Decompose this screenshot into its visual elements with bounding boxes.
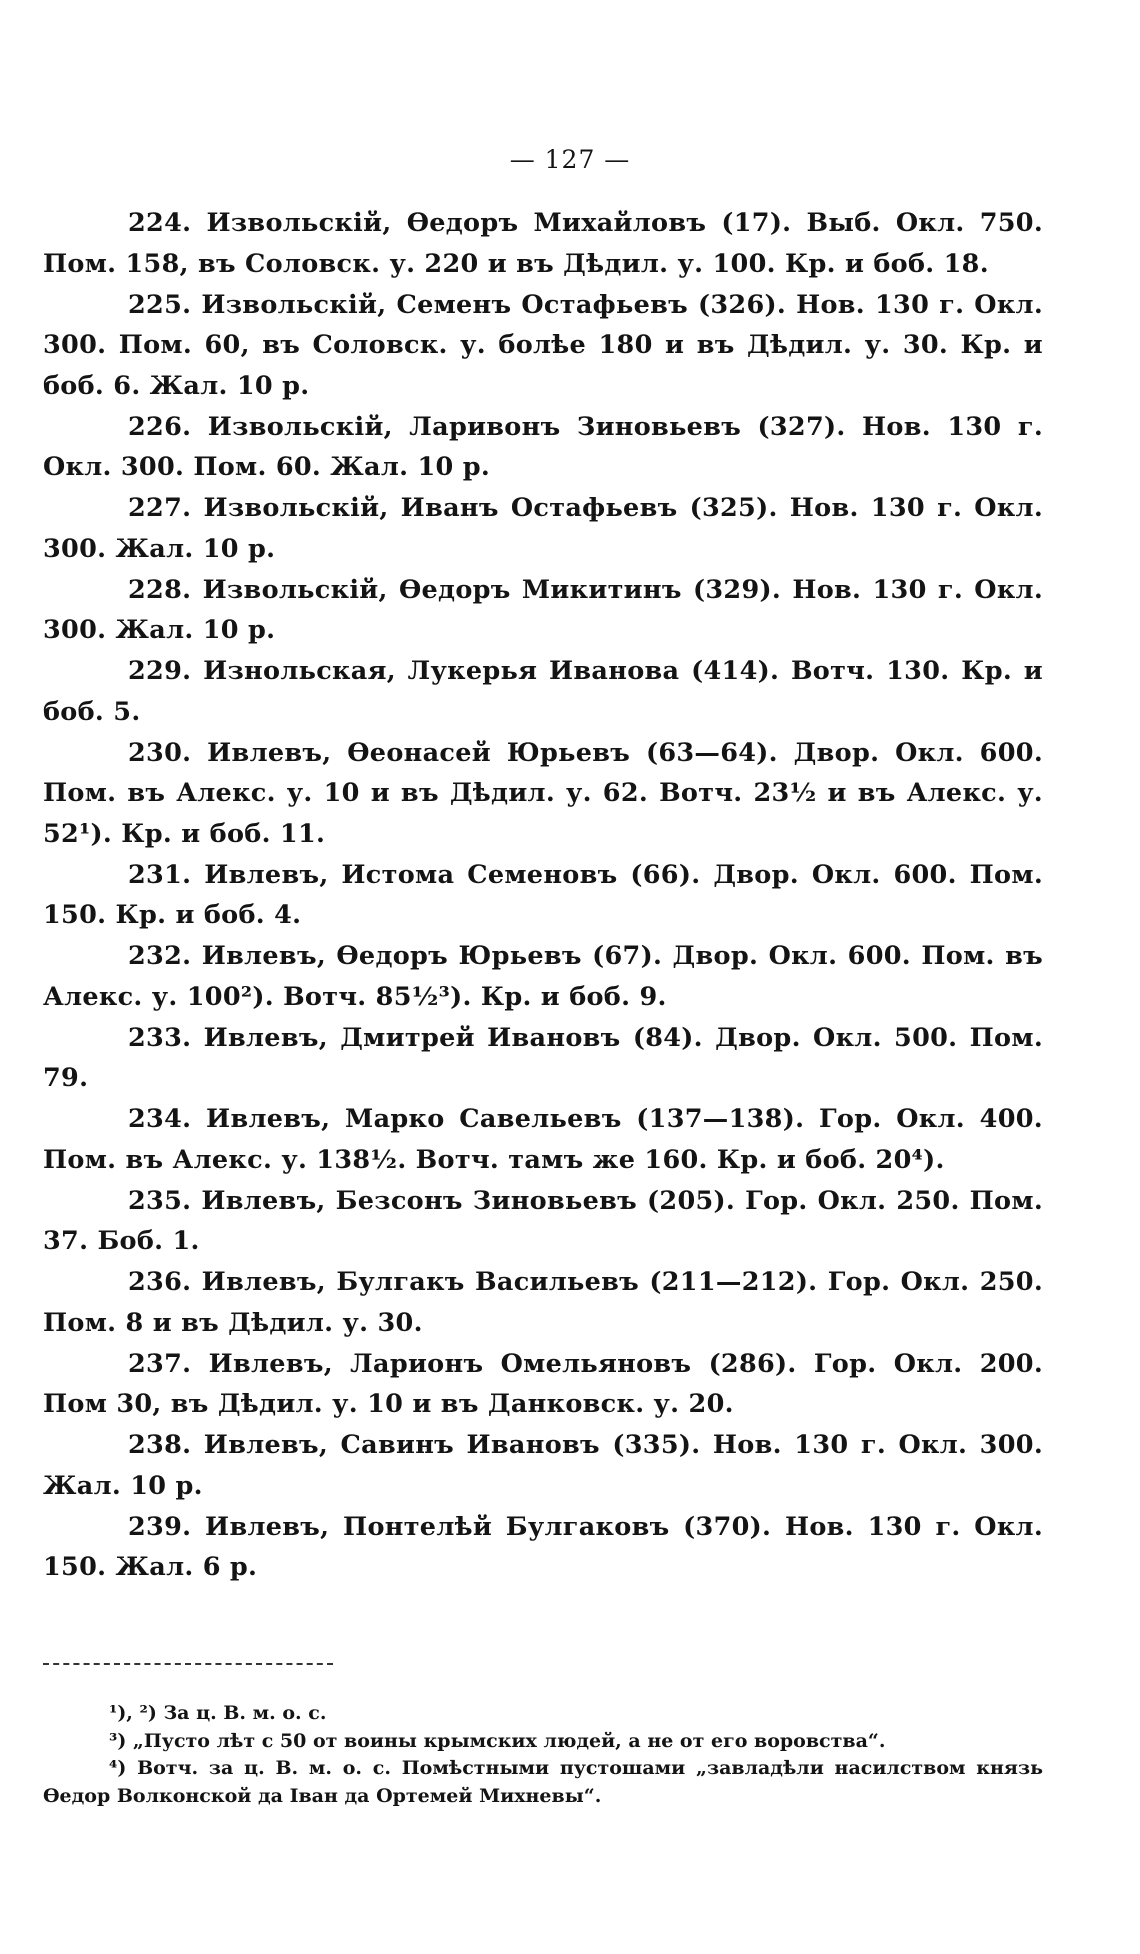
list-item: 235. Ивлевъ, Безсонъ Зиновьевъ (205). Гор. Окл. 250. Пом. 37. Боб. 1. bbox=[43, 1185, 1043, 1256]
footnote: ³) „Пусто лѣт с 50 от воины крымских людей, а не от его воровства“. bbox=[109, 1729, 886, 1752]
list-item: 238. Ивлевъ, Савинъ Ивановъ (335). Нов. 130 г. Окл. 300. Жал. 10 р. bbox=[43, 1430, 1043, 1501]
footnote-divider bbox=[43, 1663, 333, 1665]
list-item: 231. Ивлевъ, Истома Семеновъ (66). Двор. Окл. 600. Пом. 150. Кр. и боб. 4. bbox=[43, 859, 1043, 930]
footnote: ⁴) Вотч. за ц. В. м. о. с. Помѣстными пустошами „завладѣли насилством князь Ѳедор Волконской да Іван да Ортемей Михневы“. bbox=[43, 1757, 1043, 1807]
footnotes bbox=[43, 1700, 1043, 1810]
list-item: 227. Извольскій, Иванъ Остафьевъ (325). Нов. 130 г. Окл. 300. Жал. 10 р. bbox=[43, 493, 1043, 564]
page-number: — 127 — bbox=[509, 145, 631, 174]
list-item: 233. Ивлевъ, Дмитрей Ивановъ (84). Двор. Окл. 500. Пом. 79. bbox=[43, 1022, 1043, 1093]
entry-list bbox=[43, 203, 1043, 1588]
list-item: 236. Ивлевъ, Булгакъ Васильевъ (211—212). Гор. Окл. 250. Пом. 8 и въ Дѣдил. у. 30. bbox=[43, 1267, 1043, 1338]
list-item: 229. Изнольская, Лукерья Иванова (414). Вотч. 130. Кр. и боб. 5. bbox=[43, 656, 1043, 727]
list-item: 230. Ивлевъ, Ѳеонасей Юрьевъ (63—64). Двор. Окл. 600. Пом. въ Алекс. у. 10 и въ Дѣдил. у. 62. Вотч. 23½ и въ Алекс. у. 52¹). Кр. и боб. 11. bbox=[43, 737, 1043, 849]
list-item: 237. Ивлевъ, Ларионъ Омельяновъ (286). Гор. Окл. 200. Пом 30, въ Дѣдил. у. 10 и въ Данковск. у. 20. bbox=[43, 1348, 1043, 1419]
list-item: 228. Извольскій, Ѳедоръ Микитинъ (329). Нов. 130 г. Окл. 300. Жал. 10 р. bbox=[43, 574, 1043, 645]
list-item: 226. Извольскій, Ларивонъ Зиновьевъ (327). Нов. 130 г. Окл. 300. Пом. 60. Жал. 10 р. bbox=[43, 411, 1043, 482]
list-item: 225. Извольскій, Семенъ Остафьевъ (326). Нов. 130 г. Окл. 300. Пом. 60, въ Соловск. у. болѣе 180 и въ Дѣдил. у. 30. Кр. и боб. 6. Жал. 10 р. bbox=[43, 289, 1043, 401]
footnote: ¹), ²) За ц. В. м. о. с. bbox=[109, 1702, 327, 1724]
list-item: 234. Ивлевъ, Марко Савельевъ (137—138). Гор. Окл. 400. Пом. въ Алекс. у. 138½. Вотч. тамъ же 160. Кр. и боб. 20⁴). bbox=[43, 1104, 1043, 1175]
list-item: 224. Извольскій, Ѳедоръ Михайловъ (17). Выб. Окл. 750. Пом. 158, въ Соловск. у. 220 и въ Дѣдил. у. 100. Кр. и боб. 18. bbox=[43, 208, 1043, 279]
list-item: 239. Ивлевъ, Понтелѣй Булгаковъ (370). Нов. 130 г. Окл. 150. Жал. 6 р. bbox=[43, 1511, 1043, 1582]
list-item: 232. Ивлевъ, Ѳедоръ Юрьевъ (67). Двор. Окл. 600. Пом. въ Алекс. у. 100²). Вотч. 85½³). Кр. и боб. 9. bbox=[43, 941, 1043, 1012]
